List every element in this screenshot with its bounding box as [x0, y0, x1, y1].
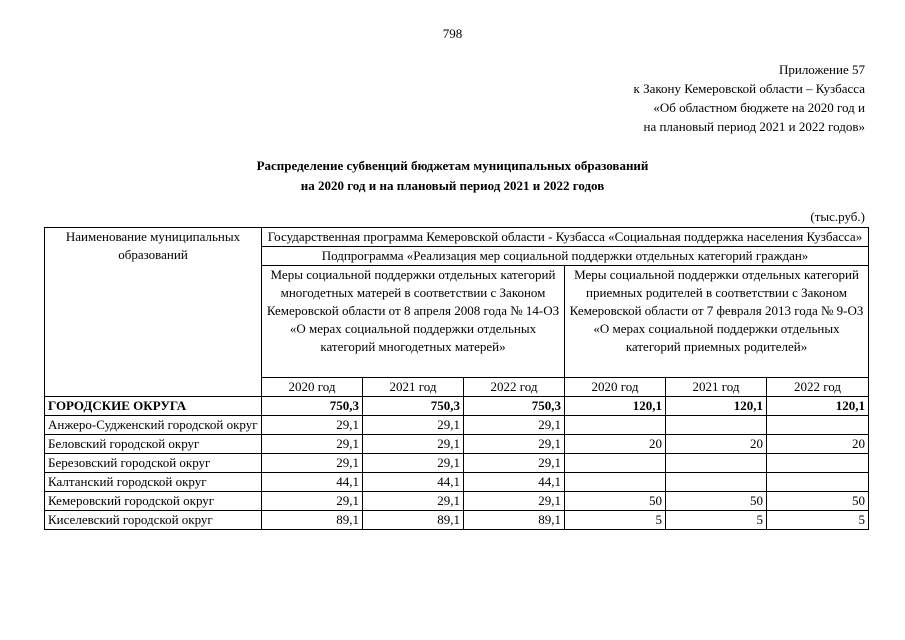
- value-cell: 29,1: [262, 416, 363, 435]
- value-cell: 5: [666, 511, 767, 530]
- value-cell: 29,1: [363, 454, 464, 473]
- value-cell: 29,1: [464, 435, 565, 454]
- value-cell: 29,1: [262, 492, 363, 511]
- value-cell: 29,1: [464, 416, 565, 435]
- title-line: на 2020 год и на плановый период 2021 и 2022 годов: [300, 178, 605, 193]
- total-value: 750,3: [262, 397, 363, 416]
- page-number: 798: [442, 26, 463, 41]
- title-line: Распределение субвенций бюджетам муниципальных образований: [256, 158, 649, 173]
- year-header: 2020 год: [565, 378, 666, 397]
- municipality-name: Киселевский городской округ: [45, 511, 262, 530]
- year-header: 2020 год: [262, 378, 363, 397]
- value-cell: [767, 473, 869, 492]
- value-cell: 50: [565, 492, 666, 511]
- value-cell: 29,1: [262, 454, 363, 473]
- table-row: [45, 492, 869, 511]
- value-cell: 89,1: [363, 511, 464, 530]
- total-value: 120,1: [666, 397, 767, 416]
- table-row: [45, 435, 869, 454]
- year-header: 2021 год: [363, 378, 464, 397]
- municipality-name: Кемеровский городской округ: [45, 492, 262, 511]
- units-label: (тыс.руб.): [810, 209, 865, 224]
- total-value: 750,3: [464, 397, 565, 416]
- value-cell: 29,1: [363, 435, 464, 454]
- table-row: [45, 416, 869, 435]
- value-cell: 20: [565, 435, 666, 454]
- value-cell: [565, 473, 666, 492]
- value-cell: 29,1: [262, 435, 363, 454]
- year-header: 2022 год: [464, 378, 565, 397]
- total-value: 750,3: [363, 397, 464, 416]
- value-cell: 50: [767, 492, 869, 511]
- annex-line: Приложение 57: [778, 62, 865, 77]
- value-cell: 20: [767, 435, 869, 454]
- total-value: 120,1: [767, 397, 869, 416]
- municipality-name: Беловский городской округ: [45, 435, 262, 454]
- municipality-name: Анжеро-Судженский городской округ: [45, 416, 262, 435]
- annex-line: на плановый период 2021 и 2022 годов»: [643, 119, 865, 134]
- measure-foster-parents-header: Меры социальной поддержки отдельных категорий приемных родителей в соответствии с Законом Кемеровской области от 7 февраля 2013 года № 9-ОЗ «О мерах социальной поддержки отдельных категорий приемных родителей»: [565, 266, 869, 378]
- header-row-program: [45, 228, 869, 247]
- annex-line: «Об областном бюджете на 2020 год и: [653, 100, 865, 115]
- year-header: 2022 год: [767, 378, 869, 397]
- total-name: ГОРОДСКИЕ ОКРУГА: [45, 397, 262, 416]
- value-cell: [666, 416, 767, 435]
- year-header: 2021 год: [666, 378, 767, 397]
- table-row: [45, 473, 869, 492]
- total-value: 120,1: [565, 397, 666, 416]
- value-cell: [767, 454, 869, 473]
- value-cell: [565, 416, 666, 435]
- value-cell: 89,1: [464, 511, 565, 530]
- subvention-table: [44, 227, 869, 530]
- table-row: [45, 454, 869, 473]
- value-cell: 29,1: [464, 454, 565, 473]
- annex-line: к Закону Кемеровской области – Кузбасса: [633, 81, 865, 96]
- municipality-name: Березовский городской округ: [45, 454, 262, 473]
- table-row: [45, 511, 869, 530]
- value-cell: [565, 454, 666, 473]
- document-title: [0, 156, 905, 196]
- value-cell: 5: [565, 511, 666, 530]
- subprogram-header: Подпрограмма «Реализация мер социальной поддержки отдельных категорий граждан»: [262, 247, 869, 266]
- municipality-name: Калтанский городской округ: [45, 473, 262, 492]
- value-cell: [666, 473, 767, 492]
- value-cell: 44,1: [464, 473, 565, 492]
- value-cell: 29,1: [464, 492, 565, 511]
- program-header: Государственная программа Кемеровской области - Кузбасса «Социальная поддержка населения Кузбасса»: [262, 228, 869, 247]
- annex-header: [634, 60, 866, 136]
- value-cell: 20: [666, 435, 767, 454]
- value-cell: 29,1: [363, 492, 464, 511]
- value-cell: 29,1: [363, 416, 464, 435]
- measure-large-families-header: Меры социальной поддержки отдельных категорий многодетных матерей в соответствии с Законом Кемеровской области от 8 апреля 2008 года № 14-ОЗ «О мерах социальной поддержки отдельных категорий многодетных матерей»: [262, 266, 565, 378]
- value-cell: [767, 416, 869, 435]
- value-cell: 5: [767, 511, 869, 530]
- value-cell: 89,1: [262, 511, 363, 530]
- total-row: [45, 397, 869, 416]
- value-cell: [666, 454, 767, 473]
- value-cell: 50: [666, 492, 767, 511]
- value-cell: 44,1: [262, 473, 363, 492]
- value-cell: 44,1: [363, 473, 464, 492]
- name-column-header: Наименование муниципальных образований: [45, 228, 262, 397]
